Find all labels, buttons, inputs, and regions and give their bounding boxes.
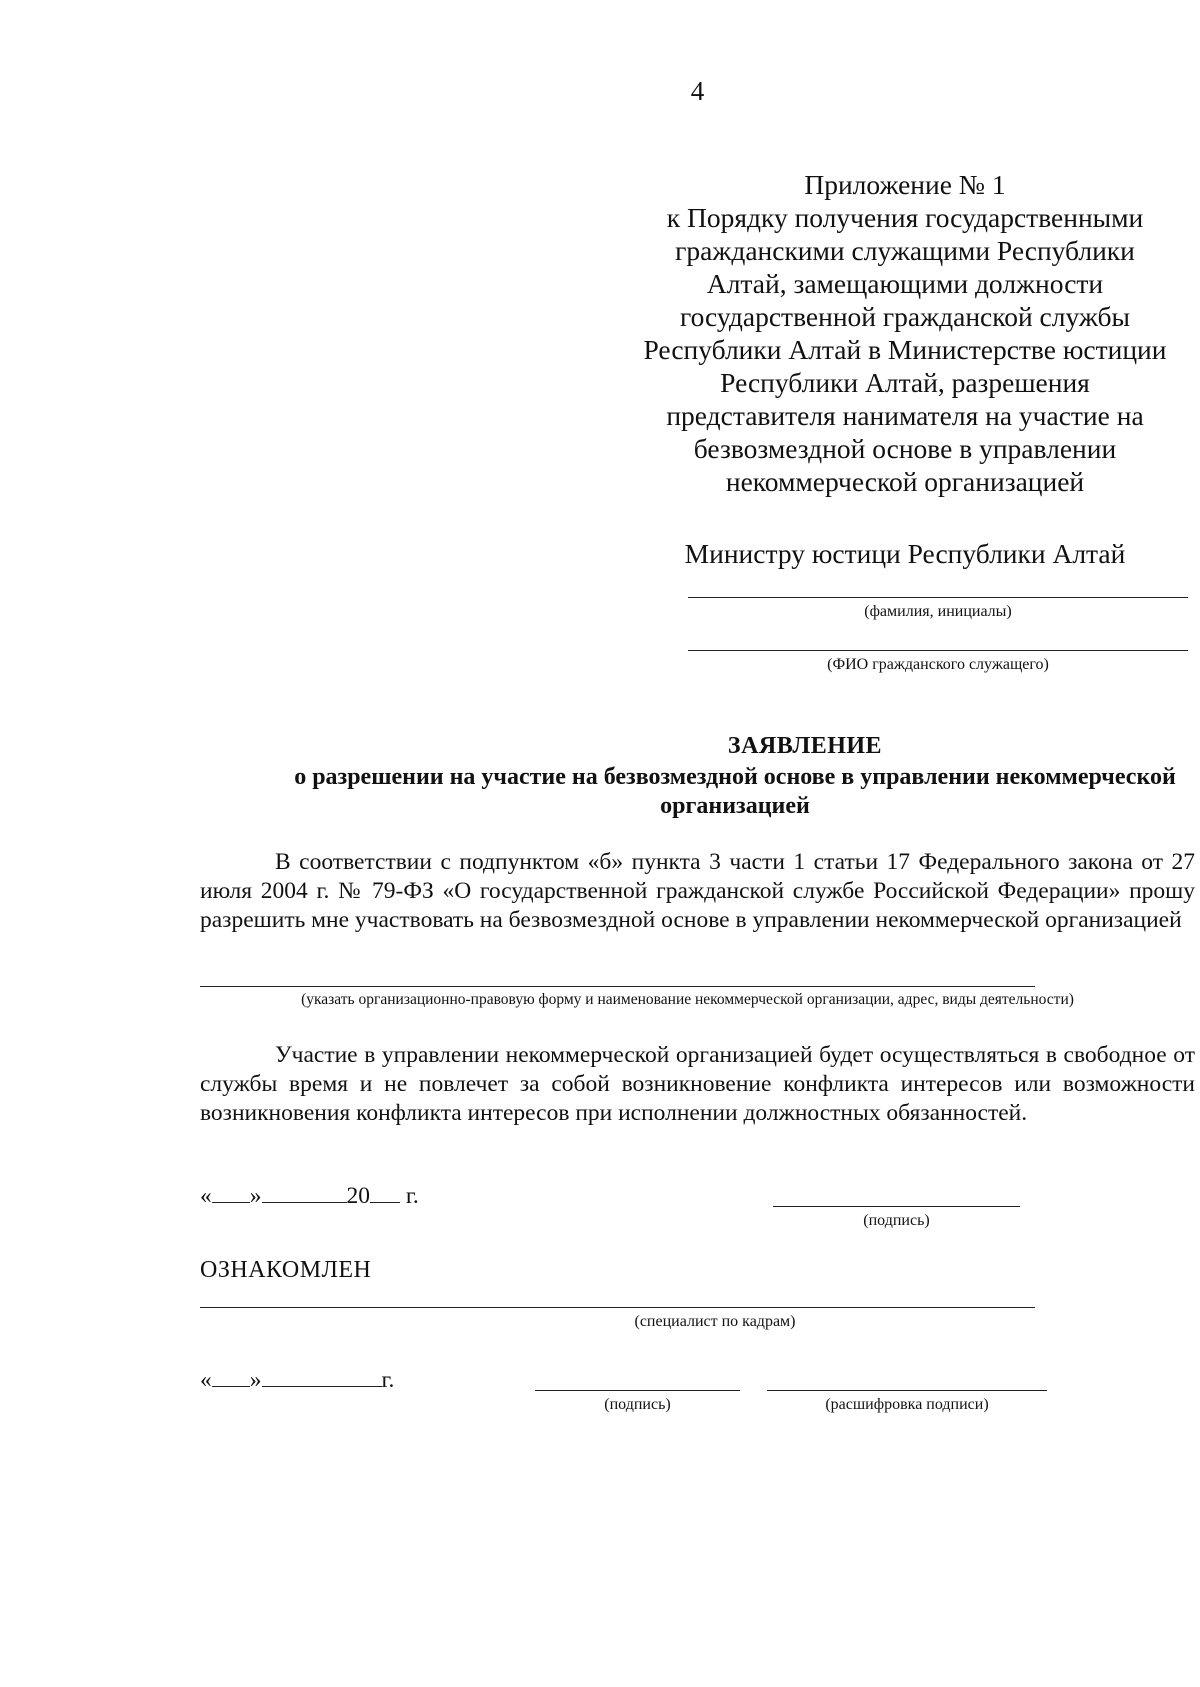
- appendix-line: к Порядку получения государственными: [666, 202, 1144, 233]
- addressee: Министру юстици Республики Алтай: [684, 538, 1126, 569]
- date2-suffix: г.: [381, 1367, 395, 1393]
- document-title: ЗАЯВЛЕНИЕ: [727, 733, 883, 759]
- appendix-line: гражданскими служащими Республики: [675, 235, 1135, 266]
- appendix-line: государственной гражданской службы: [680, 301, 1130, 332]
- year-suffix: г.: [405, 1183, 419, 1209]
- date-open-quote: «: [200, 1183, 212, 1209]
- year-blank[interactable]: [370, 1184, 400, 1203]
- year-prefix: 20: [346, 1183, 370, 1209]
- fio-line: [688, 650, 1188, 651]
- appendix-header: [620, 168, 1190, 498]
- surname-caption: (фамилия, инициалы): [864, 603, 1012, 620]
- signature-line: [773, 1206, 1020, 1207]
- decoding-caption: (расшифровка подписи): [825, 1396, 989, 1413]
- document-subtitle: о разрешении на участие на безвозмездной основе в управлении некоммерческой организацией: [294, 764, 1176, 819]
- acquainted-label: ОЗНАКОМЛЕН: [200, 1257, 372, 1283]
- decoding-line: [767, 1390, 1047, 1391]
- organization-caption: (указать организационно-правовую форму и наименование некоммерческой организации, адрес, виды деятельности): [301, 991, 1074, 1008]
- hr-specialist-caption: (специалист по кадрам): [634, 1313, 796, 1330]
- appendix-line: Алтай, замещающими должности: [706, 268, 1104, 299]
- month-blank[interactable]: [262, 1184, 347, 1203]
- appendix-line: Республики Алтай в Министерстве юстиции: [643, 334, 1167, 365]
- date2-close-quote: »: [249, 1367, 262, 1393]
- appendix-line: некоммерческой организацией: [725, 466, 1085, 497]
- participation-paragraph: Участие в управлении некоммерческой организацией будет осуществляться в свободное от службы время и не повлечет за собой возникновение конфликта интересов или возможности возникновения конфликта интересов при исполнении должностных обязанностей.: [200, 1042, 1195, 1126]
- appendix-line: Приложение № 1: [804, 169, 1006, 200]
- fio-caption: (ФИО гражданского служащего): [827, 656, 1049, 673]
- surname-line: [688, 597, 1188, 598]
- appendix-line: представителя нанимателя на участие на: [666, 400, 1144, 431]
- date-field-2: [200, 1367, 394, 1394]
- appendix-line: безвозмездной основе в управлении: [693, 433, 1117, 464]
- appendix-line: Республики Алтай, разрешения: [720, 367, 1090, 398]
- day-blank[interactable]: [212, 1184, 250, 1203]
- page-number: 4: [690, 76, 705, 106]
- signature2-line: [535, 1390, 740, 1391]
- hr-specialist-line: [200, 1307, 1035, 1308]
- month2-blank[interactable]: [262, 1368, 382, 1387]
- signature2-caption: (подпись): [604, 1396, 671, 1413]
- signature-caption: (подпись): [863, 1212, 930, 1229]
- date-field: [200, 1183, 419, 1210]
- day2-blank[interactable]: [212, 1368, 250, 1387]
- date2-open-quote: «: [200, 1367, 212, 1393]
- request-paragraph: В соответствии с подпунктом «б» пункта 3 части 1 статьи 17 Федерального закона от 27 июля 2004 г. № 79-ФЗ «О государственной гражданской службе Российской Федерации» прошу разрешить мне участвовать на безвозмездной основе в управлении некоммерческой организацией: [200, 849, 1195, 933]
- organization-line: [200, 986, 1035, 987]
- date-close-quote: »: [249, 1183, 262, 1209]
